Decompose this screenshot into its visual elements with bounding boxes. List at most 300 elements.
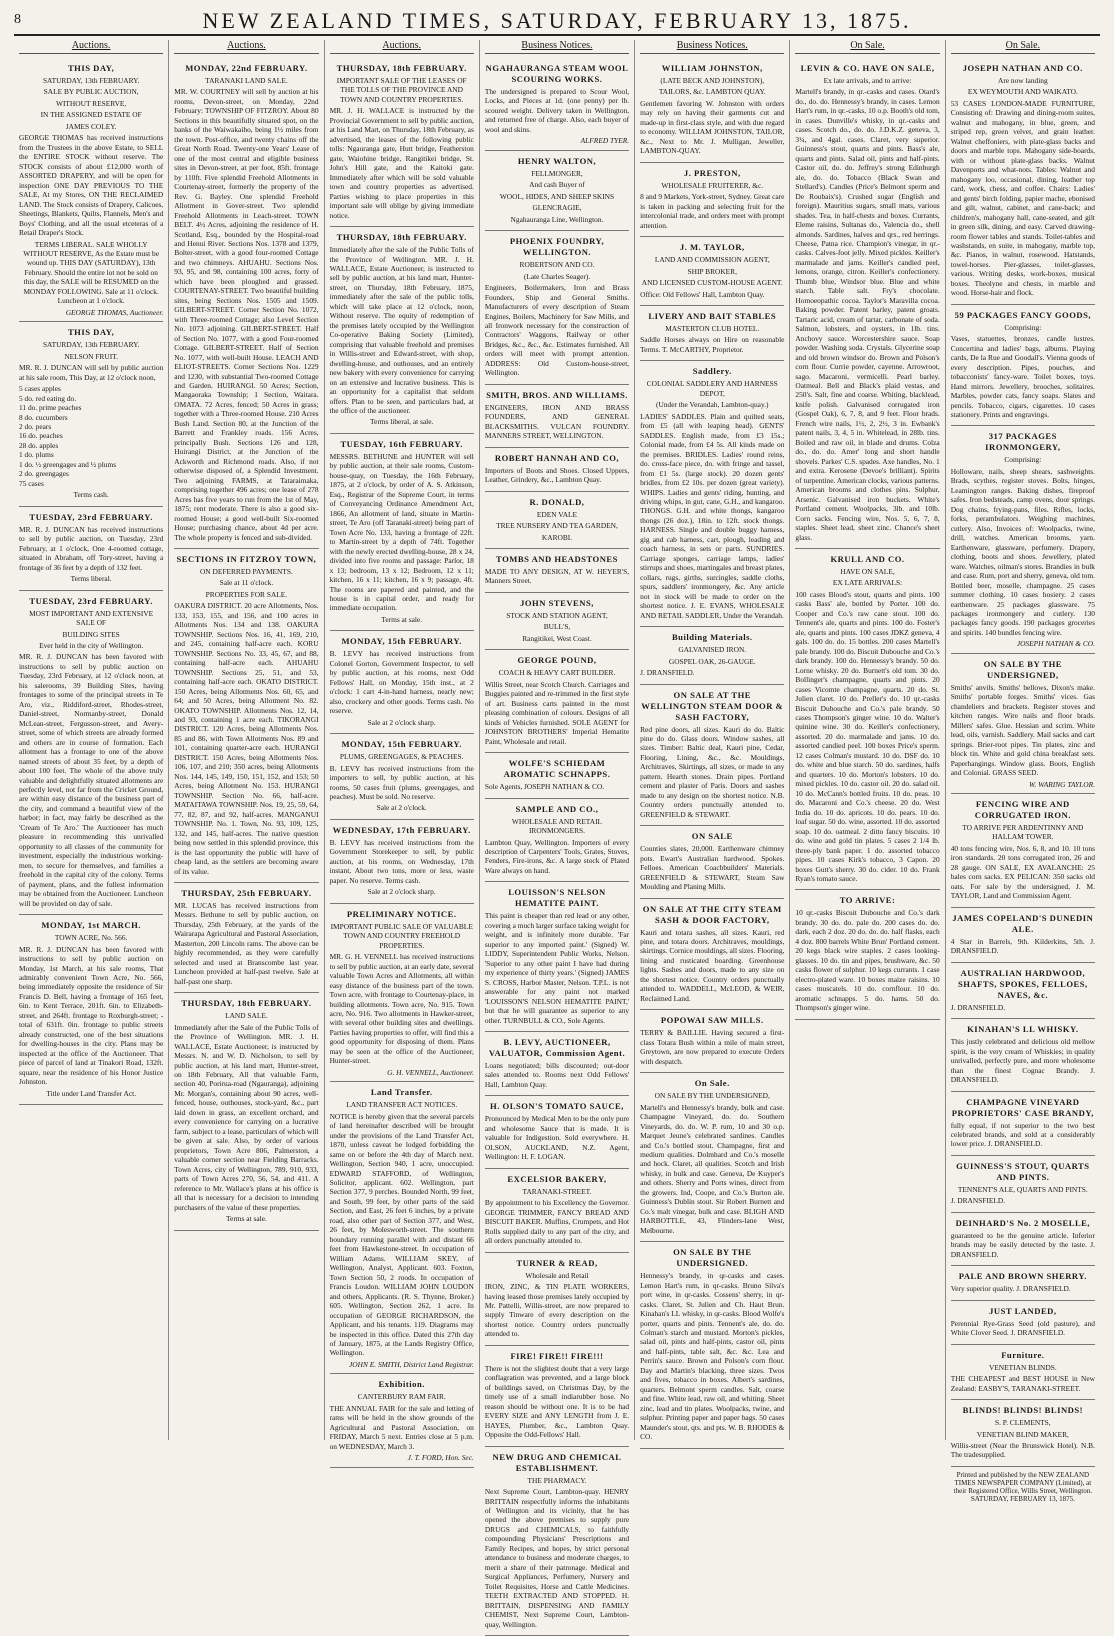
- ad-headline: MONDAY, 15th FEBRUARY.: [341, 636, 462, 647]
- advertisement: [330, 227, 474, 434]
- list-item: 2 do. pears: [19, 422, 52, 431]
- list-item: 5 cases apples: [19, 384, 61, 394]
- advertisement: [951, 1301, 1095, 1345]
- ad-subline: BULL'S,: [543, 622, 571, 632]
- ad-subline: FELLMONGER,: [531, 168, 583, 178]
- ad-subline: PLUMS, GREENGAGES, & PEACHES.: [339, 752, 464, 762]
- advertisement: [640, 163, 784, 237]
- advertisement: [485, 448, 629, 492]
- ad-body: guaranteed to be the genuine article. Inferior brands may be easily detected by the taste. J. DRANSFIELD.: [950, 1230, 1095, 1259]
- list-item: 1 do. ½ greengages and ½ plums: [19, 459, 117, 469]
- ad-body: Martell's brandy, in qr.-casks and cases. Otard's do., do. do. Hennessy's brandy, in cases. Lemon Hart's rum, in qr.-casks, 10 o.p. Booth's old tom, in cases. Dunville's whisky, in qr.-casks and cases. Scotch do., do. do. J.D.K.Z. geneva, 3, 3¼, and 4gal. cases. Claret, very superior. Guinness's stout, quarts and pints. Bass's ale, quarts and pints. Salad oil, pints and half-pints. Castor oil, do. do. Jeffrey's strong Edinburgh ale, do. do. Tobacco (Black Swan and Stellard's). Candles (Price's Belmont sperm and De Roubaix's). Crushed sugar (English and foreign). Mauritius sugars, small mats, various shades. Tea, in half-chests and boxes. Currants, Eleme raisins, Sultanas do., Valencia do., shell almonds. Sardines, halves and qrs., red herrings. Cheese, Patna rice. Champion's vinegar, in qr.-casks. Calves-foot jelly. Mixed pickles. Keiller's marmalade and jams. Keiller's candied peel, lemons, orange, citron. Keiller's confectionery. Thumb blue, Windsor blue. Blue and white starch. Table salt. Fry's chocolate. Homoeopathic cocoa. Taylor's Maravilla cocoa. Baking powder. Patent barley, patent groats. Tartaric acid, cream of tartar, carbonate of soda. Salmon, lobsters, and oysters, in 1lb. tins. Anchovy sauce. Worcestershire sauce. Soap powder. Washing soda. Crystals. Glycerine soap and old brown windsor do. Brown and Polson's corn flour. Currie powder, cayenne. Arrowroot, sago. Macaroni, vermicelli. Pearl barley. Oatmeal. Bell and Black's plaid vestas, and 250's. Salt, fine and coarse. Whiting, blacklead, knife polish. Galvanised corrugated iron (Gospel Oak), 6, 7, 8, and 9 feet. Floor brads. French wire nails, 1½, 2, 2½, 3 in. Ewbank's patent nails, 3, 4, 5 in. Whitelead, in 28lb. tins. Boiled and raw oil, in blade and drums. Colza do., do. do. Amer' long and short handle shovels. Parkes' C.S. spades. Axe handles, No. 1 and extra. Kerosene (Devoe's brilliant). Spirits of turpentine. American clocks, various patterns. American brooms and clothes pins. Sulphur, Arsenic. Galvanised iron buckets. White's Portland cement. Woolpacks, 3lb. and 10lb. Corn sacks. Fencing wire, Nos. 5, 6, 7, 8, staples. Sheet lead, sheet zinc. Chance's sheet glass.: [795, 87, 940, 542]
- ad-body: THE ANNUAL FAIR for the sale and letting of rams will be held in the show grounds of the Agricultural and Pastoral Association, on FRIDAY, March 5 next. Entries close at 5 p.m. on WEDNESDAY, March 3.: [329, 1403, 474, 1451]
- column-heading: Business Notices.: [640, 40, 784, 54]
- ad-headline: SAMPLE AND CO.,: [515, 803, 599, 814]
- ad-subline: SATURDAY, 13th FEBRUARY.: [42, 340, 140, 350]
- advertisement: [951, 1345, 1095, 1400]
- ad-body: By appointment to his Excellency the Governor. GEORGE TRIMMER, FANCY BREAD AND BISCUIT BAKER. Muffins, Crumpets, and Hot Rolls supplied daily to any part of the city, and all orders punctually attended to.: [484, 1198, 630, 1246]
- masthead: [14, 6, 1100, 36]
- advertisement: [485, 882, 629, 1032]
- ad-subline: And cash Buyer of: [529, 180, 585, 190]
- ad-body: There is not the slightest doubt that a very large conflagration was prevented, and a large block of buildings saved, on Christmas Day, by the timely use of a small indiarubber hose. No reason should be without one. It is to be had EVERY SIZE and ANY LENGTH from J. E. HAYES, Plumber, &c., Lambton Quay. Opposite the Odd-Fellows' Hall.: [484, 1363, 630, 1440]
- ad-headline: Furniture.: [1001, 1349, 1045, 1360]
- advertisement: [951, 1266, 1095, 1300]
- ad-body: Lambton Quay, Wellington. Importers of every description of Carpenters' Tools, Grates, Stoves, Fenders, Fire-irons, &c. A large stock of Plated Ware always on hand.: [484, 837, 630, 875]
- advertisement: [951, 1092, 1095, 1156]
- ad-body: Perennial Rye-Grass Seed (old pasture), and White Clover Seed. J. DRANSFIELD.: [950, 1318, 1095, 1338]
- advertisement: [640, 685, 784, 827]
- ad-subline: IN THE ASSIGNED ESTATE OF: [40, 110, 142, 120]
- ad-headline: TOMBS AND HEADSTONES: [496, 554, 618, 564]
- ad-subline: Ngahauranga Line, Wellington.: [510, 214, 604, 224]
- advertisement: [640, 237, 784, 306]
- ad-headline: GEORGE POUND,: [517, 655, 597, 666]
- ad-headline: ON SALE AT THE CITY STEAM SASH & DOOR FACTORY,: [642, 903, 782, 925]
- ad-body: LADIES' SADDLES. Plain and quilted seats, from £5 (all with leaping head). GENTS' SADDLES. English made, from £3 15s.; Colonial made, from £4 5s. All kinds made on the premises. BRIDLES. Ladies' round reins, do. cross-face piece, do. with fringe and tassel, from £1 5s. (large stock). 20 dozen gents' bridles, from £2 10s. per dozen (great variety). WHIPS. Ladies and gents' riding, hunting, and driving whips, in gut, cane, G.H., and kangaroo. THONGS. G.H. and white thongs, kangaroo thongs (26 doz.), 18in. to 12ft. stock thongs. HARNESS. Single and double buggy harness, gig and cab harness, cart, plough, leading and coach harness, in sets or parts. SUNDRIES. Carriage sponges, carriage lamps, ladies' stirrups and shoes, martingales and breast plates, collars, rugs, girths, surcingles, saddle cloths, spurs, saddlers' ironmongery, &c. Any article not in stock will be made to order on the shortest notice. J. E. EVANS, WHOLESALE AND RETAIL SADDLER, Under the Verandah.: [640, 411, 785, 620]
- ad-body: 8 and 9 Markets, York-street, Sydney. Great care is taken in packing and selecting fruit for the intercolonial trade, and orders meet with prompt attention.: [640, 192, 785, 230]
- list-item: 5 do. red eating do.: [19, 393, 77, 403]
- ad-subline: CANTERBURY RAM FAIR.: [357, 1392, 446, 1402]
- advertisement: [330, 434, 474, 631]
- ad-headline: JOHN STEVENS,: [520, 597, 594, 608]
- ad-body: MADE TO ANY DESIGN, AT W. HEYER'S, Manners Street.: [484, 567, 630, 586]
- ad-subline: TOWN ACRE, No. 566.: [54, 933, 128, 943]
- ad-body: MR. W. COURTNEY will sell by auction at his rooms, Devon-street, on Monday, 22nd February: TOWNSHIP OF FITZROY. About 80 Sections in this beautifully situated spot, on the banks of the Waiwakaiho, being 1½ miles from the town. Post-office, and twenty chains off the Great North Road. Twenty-one Years' Lease of one of the most central and eligible business sites in Devon-street, at per foot, 85ft. frontage by 110ft. Five splendid Freehold Allotments in Courtenay-street, formerly the property of the Rev. G. Bayley. One splendid Freehold Allotment in Gover-street. Two splendid Freehold Allotments in Leach-street. TOWN BELT. 4½ Acres, adjoining the residence of H. Scotland, Esq., bounded by the Hospital-road and Henui River. Sections Nos. 1378 and 1379, Bolter-street, with a good four-roomed Cottage and two chimneys. AHUAHU. Sections Nos. 93, 95, and 98, containing 100 acres, forty of which have been ploughed and grassed. COURTENAY-STREET. Two beautiful building sites, being Sections Nos. 1505 and 1509. GILBERT-STREET. Corner Section No. 1072, with Three-roomed Cottage; also Level Section No. 1073 adjoining. GILBERT-STREET. Half of Section No. 1077, with a good Four-roomed Cottage. GILBERT-STREET. Half of Section No. 1077, with well-built House. LEACH AND ELIOT-STREETS. Corner Sections Nos. 1229 and 1230, with substantial Two-roomed Cottage and Garden. HUIRANGI. 50 Acres; Section, Mangaoraka Township; 1 Section, Waitara. OMATA. 72 Acres, fenced; 50 Acres in grass; together with a Three-roomed House. 210 Acres Bush Land. Section 80, at the Junction of the Barrett and Frankley roads. 156 Acres, principally Bush. Sections 126 and 128, Huirangi District, at the Junction of the Ackworth and Richmond roads. Also, if not otherwise disposed of, a Splendid Investment. Two adjoining FARMS, at Tataraimaka, comprising together 496 acres; one lease of 278 Acres has five years to run from the 1st of May, 1875; rent moderate. There is also a good six-roomed House; a good well-built Six-roomed House; purchasing chance, about 4d per acre. The whole property is fenced and sub-divided.: [174, 87, 319, 542]
- ad-subline: EDEN VALE: [536, 509, 578, 519]
- advertisement: [640, 627, 784, 684]
- ad-body: Immediately after the sale of the Public Tolls of the Province of Wellington. MR. J. H. WALLACE, Estate Auctioneer, is instructed to sell by public auction, at his land mart, Hunter-street, on Thursday, 18th February, 1875, immediately after the sale of the public tolls, which will take place at 12 o'clock, noon, Without reserve. The equity of redemption of the premises lately occupied by the Wellington Co-operative Baking Society (Limited), comprising that valuable freehold and premises in Willis-street and Edward-street, with shop, dwelling-house, and outhouses, and an entirely new bakery with every convenience for carrying on an extensive and lucrative business. This is an opportunity for a capitalist that seldom offers. Plan to be seen, and particulars had, at the office of the auctioneer.: [329, 245, 474, 415]
- ad-subline: MASTERTON CLUB HOTEL.: [665, 323, 760, 333]
- advertisement: [485, 1169, 629, 1253]
- ad-headline: NGAHAURANGA STEAM WOOL SCOURING WORKS.: [485, 63, 629, 84]
- column-heading: On Sale.: [951, 40, 1095, 54]
- ad-headline: R. DONALD,: [529, 496, 585, 507]
- ad-headline: On Sale.: [694, 1078, 730, 1089]
- ad-subline: KAROBI.: [541, 532, 573, 542]
- ad-body: Next Supreme Court, Lambton-quay. HENRY BRITTAIN respectfully informs the inhabitants of Wellington and its vicinity, that he has opened the above premises to supply pure DRUGS and CHEMICALS, to faithfully compounding Physicians' Prescriptions and Family Recipes, and hopes, by strict personal attendance to business and moderate charges, to merit a share of their patronage. Medical and Surgical Appliances, Perfumery, Nursery and Toilet Requisites, Horse and Cattle Medicines. TEETH EXTRACTED AND STOPPED. H. BRITTAIN, DISPENSING AND FAMILY CHEMIST, Next Supreme Court, Lambton-quay, Wellington.: [484, 1487, 630, 1629]
- ad-subline: Ex late arrivals, and to arrive:: [823, 76, 912, 85]
- list-item: 16 do. peaches: [19, 431, 63, 441]
- ad-headline: EXCELSIOR BAKERY,: [507, 1173, 607, 1184]
- advertisement: [485, 1346, 629, 1447]
- ad-body: Pronounced by Medical Men to be the only pure and wholesome Sauce that is made. It is valuable for Indigestion. Sold everywhere. H. OLSON, AUCKLAND, N.Z. Agent, Wellington: H. F. LOGAN.: [484, 1114, 630, 1162]
- ad-subline: Comprising:: [1004, 455, 1042, 465]
- ad-subline: SHIP BROKER,: [687, 266, 737, 276]
- ad-subline: VENETIAN BLIND MAKER,: [976, 1429, 1069, 1439]
- ad-body: Vases, statuettes, bronzes, candle lustres. Concertina and ladies' bags, albums. Playing cards, De la Rue and Goodall's. Vienna goods of every description. Pipes, pouches, and tobacconists' fancy-ware. Toilet boxes, toys. Hand mirrors. Jewellery, brooches, solitaires. Marbles, powder cats, fancy soaps. Slates and pencils. Tobacco, cigars, cigarettes. 10 cases stationery. Prints and engravings.: [950, 334, 1095, 419]
- ad-subline: Are now landing: [997, 76, 1048, 85]
- ad-headline: THURSDAY, 18th FEBRUARY.: [336, 232, 467, 243]
- ad-subline: (Under the Verandah, Lambton-quay.): [656, 400, 769, 410]
- ad-subline: Comprising:: [1004, 322, 1042, 332]
- ad-subline: Ever held in the city of Wellington.: [39, 640, 144, 650]
- advertisement: [19, 58, 163, 322]
- ad-headline: THURSDAY, 18th FEBRUARY.: [181, 998, 312, 1009]
- ad-body: Holloware, nails, sheep shears, sashweights. Brads, scythes, register stoves. Bolts, hinges, Leamington ranges. Baking dishes, fireproof safes. Iron bedsteads, camp ovens, door springs. Dog chains, frying-pans, files. Rifles, locks, forks, perambulators. Weighing machines, cutlery. Also, Invoices of: Woolpacks, twine, drill, watches. American brooms, yarn. Earthenware, glassware, perfumery. Drapery, clothing, boots and shoes. Jewellery, plated ware. Watches, oilman's stores. Brandies in bulk and case. Rum, port and sherry, geneva, old tom. Bottled beer, moselle, champagne. 25 cases summer clothing. 10 cases hosiery. 2 cases earthenware. 25 packages glassware. 75 packages ironmongery and cutlery. 130 packages fancy goods. 190 packages groceries and spirits. 140 bundles fencing wire.: [950, 466, 1095, 637]
- ad-body: Gentlemen favoring W. Johnston with orders may rely on having their garments cut and made-up in first-class style, and with due regard to economy. WILLIAM JOHNSTON, TAILOR, &c., Next to Mr. J. Mulligan, Jeweller, LAMBTON-QUAY.: [640, 98, 785, 156]
- advertisement: [485, 593, 629, 650]
- advertisement: [485, 151, 629, 231]
- newspaper-title: NEW ZEALAND TIMES, SATURDAY, FEBRUARY 13, 1875.: [202, 8, 912, 33]
- ad-subline: IMPORTANT SALE OF THE LEASES OF THE TOLLS OF THE PROVINCE AND TOWN AND COUNTRY PROPERTIES.: [336, 76, 467, 104]
- ad-headline: TUESDAY, 23rd FEBRUARY.: [29, 595, 153, 606]
- ad-subline: ON DEFERRED PAYMENTS.: [199, 566, 293, 576]
- ad-headline: PALE AND BROWN SHERRY.: [958, 1271, 1087, 1282]
- ad-body: Very superior quality. J. DRANSFIELD.: [950, 1284, 1071, 1294]
- advertisement: [951, 58, 1095, 305]
- ad-body: Smiths' anvils. Smiths' bellows, Dixon's make. Smiths' portable forges. Smiths' vices. Gas chandeliers and brackets. Register stoves and kitchen ranges. Wire nails and floor brads. Millers' safes. Glue. Hessian and scrim. White lead, oils, varnish. Saddlery. Mail sacks and cart springs. Brier-root pipes. Tin plates, zinc and block tin. White and gold china breakfast sets. Paperhangings. Window glass. Boots, English and Colonial. GRASS SEED.: [950, 682, 1095, 778]
- ad-body: 4 Star in Barrels, 9th. Kilderkins, 5th. J. DRANSFIELD.: [950, 936, 1095, 956]
- advertisement: [485, 1032, 629, 1096]
- advertisement: [951, 654, 1095, 794]
- ad-headline: ROBERT HANNAH AND CO,: [494, 452, 620, 463]
- advertisement: [485, 799, 629, 883]
- ad-subline: HAVE ON SALE,: [840, 566, 895, 576]
- ad-body: Sole Agents, JOSEPH NATHAN & CO.: [484, 782, 605, 792]
- ad-subline: TARANAKI LAND SALE.: [205, 76, 288, 85]
- advertisement: [330, 58, 474, 227]
- ad-headline: THURSDAY, 25th FEBRUARY.: [181, 887, 312, 898]
- ad-body: This paint is cheaper than red lead or any other, covering a much larger surface taking weight for weight, and is infinitely more durable. 'Far superior to any imported paint.' (Signed) W. LIDDY, Superintendent Public Works, Nelson. 'Superior to any other paint I have had during my experience of thirty years.' (Signed) JAMES S. CROSS, Harbor Master, Nelson. T.P.L. is not answerable for any paint not marked 'LOUISSON'S NELSON HEMATITE PAINT,' but that he will guarantee as superior to any other. TURNBULL & CO., Sole Agents.: [484, 911, 630, 1025]
- ad-body: TERRY & BAILLIE. Having secured a first-class Totara Bush within a mile of main street, Greytown, are now prepared to execute Orders with despatch.: [640, 1028, 785, 1066]
- ad-body: GEORGE THOMAS has received instructions from the Trustees in the above Estate, to SELL the ENTIRE STOCK without reserve. The STOCK consists of about £12,000 worth of ASSORTED DRAPERY, and will be open for inspection ONE DAY PREVIOUS TO THE SALE, At my Stores, ON THE RECLAIMED LAND. The Stock consists of Drapery, Calicoes, Sheetings, Blankets, Quilts, Flannels, Men's and Boys' Clothing, and all the usual etceteras of a Retail Draper's Stock.: [19, 133, 164, 238]
- ad-body: B. LEVY has received instructions from the Government Storekeeper to sell, by public auction, at his rooms, on Wednesday, 17th instant, About two tons, more or less, waste paper. No reserve. Terms cash.: [329, 837, 474, 885]
- advertisement: [485, 549, 629, 593]
- ad-body: 53 CASES LONDON-MADE FURNITURE, Consisting of: Drawing and dining-room suites, walnut and mahogany, in blue, green, and striped rep, green velvet, and grain leather. Walnut cheffoniers, with plate-glass backs and doors and marble tops. Mahogany side-boards, with or without plate-glass backs. Walnut Davenports and what-nots. Tables: Walnut and mahogany loo, occasional, dining, leather top card, work, chess, and coffee. Chairs: Ladies' and gents' birch folding, papier mache, ebonised and gilt, walnut, cabinet, and cane-back; and children's, mahogany hall, cane-seated, and gilt in green silk, dining, and easy. Carved drawing-room flower tables and stands. Toilet-tables and washstands, en suite, in mahogany, marble top, &c. Pianos, in walnut, rosewood. Hatstands, towel-horses. Pier-glasses, toilet-glasses, various. Writing desks, work-boxes, musical boxes. Theolyne and chests, in marble and wood. Horse-hair and flock.: [950, 98, 1095, 298]
- ad-subline: EX WEYMOUTH AND WAIKATO.: [967, 87, 1078, 97]
- ad-headline: WEDNESDAY, 17th FEBRUARY.: [332, 824, 471, 835]
- list-item: 8 do. cucumbers: [19, 412, 68, 422]
- ad-headline: TO ARRIVE:: [839, 895, 896, 906]
- ad-body: Saddle Horses always on Hire on reasonable Terms. T. McCARTHY, Proprietor.: [640, 335, 785, 354]
- ad-body: Martell's and Hennessy's brandy, bulk and case. Champagne Vineyard, do. do. Southern Vineyards, do. do. W. P. rum, 10 and 30 o.p. Marquet Jeune's celebrated sardines. Candles and Co.'s bottled stout. Champagne, first and medium qualities. Dolmhard and Co.'s moselle and hock. Claret, all qualities. Scotch and Irish whisky, in bulk and case. Geneva, De Kuyper's and others. Sherry and Ports wines, direct from the growers. Ind, Coope, and Co.'s Burton ale. Guinness's Dublin stout. Sir Robert Burnett and Co.'s malt vinegar, bulk and case. BLIGH AND HARBOTTLE, 43, Flinders-lane West, Melbourne.: [640, 1102, 785, 1235]
- advertisement: [485, 231, 629, 385]
- ad-body: J. DRANSFIELD.: [950, 1002, 1006, 1012]
- ad-headline: TUESDAY, 23rd FEBRUARY.: [29, 511, 153, 522]
- ad-headline: SECTIONS IN FITZROY TOWN,: [176, 553, 317, 564]
- advertisement: [330, 904, 474, 1083]
- advertisement: [640, 306, 784, 361]
- advertisement: [640, 826, 784, 898]
- ad-subline: ON SALE BY THE UNDERSIGNED,: [654, 1091, 770, 1101]
- ad-headline: POPOWAI SAW MILLS.: [660, 1015, 764, 1026]
- advertisement: [19, 915, 163, 1105]
- column-3: [325, 40, 480, 1463]
- ad-terms: Terms cash.: [73, 490, 109, 500]
- ad-subline: LAND AND COMMISSION AGENT,: [654, 255, 770, 265]
- ad-headline: WILLIAM JOHNSTON,: [661, 63, 763, 73]
- advertisement: [485, 492, 629, 549]
- ad-headline: KRULL AND CO.: [830, 553, 905, 564]
- ad-headline: FENCING WIRE AND CORRUGATED IRON.: [974, 799, 1071, 820]
- ad-headline: SMITH, BROS. AND WILLIAMS.: [486, 389, 628, 400]
- page-number: 8: [14, 12, 21, 27]
- advertisement: [19, 322, 163, 507]
- ad-headline: ON SALE AT THE WELLINGTON STEAM DOOR & SASH FACTORY,: [641, 689, 784, 722]
- list-item: 75 cases: [19, 478, 44, 488]
- ad-headline: HENRY WALTON,: [517, 155, 597, 166]
- ad-body: B. LEVY has received instructions from Colonel Gorton, Government Inspector, to sell by public auction, at his rooms, next Odd Fellows' Hall, on Monday, 15th inst., at 2 o'clock: 1 cart 4-in-hand harness, nearly new; also, crockery and other goods. Terms cash. No reserve.: [329, 649, 474, 716]
- ad-terms: TERMS LIBERAL. SALE WHOLLY WITHOUT RESERVE, As the Estate must be wound up. THIS DAY (SATURDAY), 13th February. Should the entire lot not be sold on this day, the SALE will be RESUMED on the MONDAY FOLLOWING. Sale at 11 o'clock. Luncheon at 1 o'clock.: [23, 239, 160, 306]
- ad-body: This justly celebrated and delicious old mellow spirit, is the very cream of Whiskies; in quality unrivalled, perfectly pure, and more wholesome than the finest Cognac Brandy. J. DRANSFIELD.: [950, 1037, 1095, 1085]
- advertisement: [640, 361, 784, 627]
- ad-headline: B. LEVY, AUCTIONEER, VALUATOR, Commission Agent.: [488, 1037, 626, 1058]
- ad-headline: BLINDS! BLINDS! BLINDS!: [962, 1405, 1084, 1416]
- ad-body: MR. R. J. DUNCAN has been favored with instructions to sell by public auction on Tuesday, 23rd February, at 12 o'clock noon, at his salerooms, 39 Building Sites, having frontages to some of the principal streets in Te Aro, viz., Riddiford-street, Rhodes-street, Daniel-street, Normanby-street, Donald McLean-street, Fergusson-street, and Avery-street, some of which streets are already formed and others are in course of formation. Each allotment has a frontage to one of the above named streets of about 35 feet, by a depth of about 100 feet. The whole of the above truly valuable and delightfully situated allotments are perfectly level, not far from the Cricket Ground, are within easy distance of the business part of the city, and command a beautiful view of the harbor; in fact, may fairly be described as the 'Cream of Te Aro.' The Auctioneer has much pleasure in recommending this unrivalled opportunity to all classes of the community for investment, especially the industrious working-men, to secure for themselves, and families a freehold in the capital city of the colony. Terms of payment, plans, and the fullest information may be obtained from the Auctioneer. Luncheon will be provided on day of sale.: [19, 652, 164, 908]
- ad-subline: GOSPEL OAK, 26-GAUGE.: [668, 656, 756, 666]
- ad-body: 10 qr.-casks Biscuit Dubouche and Co.'s dark brandy. 30 do. do. pale do. 200 cases do. do. dark, each 2 doz. 20 do. do. do. half flasks, each 4 doz. 800 barrels White Brun' Portland cement. 20 kegs black wire staples. 2 cases looking-glasses. 10 do. tin and pipes, brushware, &c. 50 casks flower of sulphur. 10 kegs currants. 1 case electro-plated ware. 10 boxes maize raisins. 10 cases muscatels. 10 do. cornflour. 10 do. aromatic schnapps. 5 do. hams. 50 do. Thompson's ginger wine.: [795, 908, 940, 1013]
- advertisement: [485, 385, 629, 448]
- ad-subline: Wholesale and Retail: [525, 1270, 589, 1280]
- advertisement: [485, 1447, 629, 1636]
- ad-body: Engineers, Boilermakers, Iron and Brass Founders, Ship and General Smiths. Manufacturers of every description of Steam Engines, Boilers, Machinery for Saw Mills, and all Ironwork necessary for the construction of Contractors' Waggons, Railway or other Bridges, &c., &c., &c. Estimates furnished. All orders will meet with prompt attention. ADDRESS: Old Custom-house-street, Wellington.: [484, 283, 630, 378]
- ad-subline: STOCK AND STATION AGENT,: [506, 610, 608, 620]
- ad-subline: COACH & HEAVY CART BUILDER.: [498, 668, 616, 678]
- ad-subline: AND LICENSED CUSTOM-HOUSE AGENT.: [641, 278, 783, 288]
- ad-subline: WOOL, HIDES, AND SHEEP SKINS: [499, 191, 615, 201]
- ad-headline: Saddlery.: [692, 366, 732, 377]
- ad-body: Immediately after the Sale of the Public Tolls of the Province of Wellington. MR. J. H. WALLACE, Estate Auctioneer, is instructed by Messrs. N. and W. D. Nicholson, to sell by public auction, at his land mart, Hunter-street, on 18th February, All that valuable Farm, section 40, Porirua-road (Ngauranga), adjoining Mr. Morgan's, containing about 90 acres, well-fenced, house, outhouses, stock-yard, &c., part laid down in grass, an excellent orchard, and every convenience for carrying on a lucrative farm, subject to a lease, particulars of which will be given at sale. Also, by order of various proprietors, Town Acre 806, Palmerston, a valuable corner section near Fielding Barracks. Town Acres, city of Wellington, 789, 910, 933, parts of Town Acres 270, 56, 54, and 411. A reference to Mr. Wallace's plans at his office is all that is necessary for a decision to intending purchasers of the value of these properties.: [174, 1022, 319, 1212]
- ad-subline: Sale at 11 o'clock.: [219, 578, 274, 588]
- ad-body: ENGINEERS, IRON AND BRASS FOUNDERS, AND GENERAL BLACKSMITHS. VULCAN FOUNDRY. MANNERS STREET, WELLINGTON.: [484, 402, 630, 441]
- list-item: 11 do. prime peaches: [19, 403, 82, 413]
- ad-body: Red pine doors, all sizes. Kauri do do. Baltic pine do do. Glass doors. Window sashes, all sizes. Timber: Baltic deal, Kauri pine, Cedar, Flooring, Lining, &c., &c. Mouldings, Architraves, Skirtings, all sizes, or made to any pattern. Hearth stones. Drain pipes. Portland cement and plaster of Paris. Doors and sashes made to any design on the shortest notice. N.B. Country orders punctually attended to. GREENFIELD & STEWART.: [640, 724, 785, 819]
- advertisement: [330, 1374, 474, 1467]
- ad-body: MESSRS. BETHUNE and HUNTER will sell by public auction, at their sale rooms, Custom-house-quay, on Tuesday, the 16th February, 1875, at 2 o'clock, by order of A. S. Atkinson, Esq., Registrar of the Supreme Court, in terms of Conveyancing Ordinance Amendment Act, 1866, An allotment of land, situate in Martin-street, Te Aro (off Taranaki-street) being part of Town Acre No. 133, having a frontage of 22ft. to Martin-street by a depth of 74ft. Together with the newly erected dwelling-house, 28 x 24, divided into five rooms and passage: Parlor, 18 x 13; bedroom, 13 x 12; Bedroom, 12 x 11; kitchen, 16 x 11; kitchen, 16 x 9; passage, 4ft. The rooms are papered and painted, and the house is in capital order, and ready for immediate occupation.: [329, 451, 474, 613]
- advertisement: [795, 549, 939, 890]
- ad-signature: GEORGE THOMAS, Auctioneer.: [65, 307, 164, 317]
- ad-subline: NELSON FRUIT.: [64, 351, 118, 361]
- ad-headline: THIS DAY,: [67, 327, 115, 338]
- advertisement: [19, 507, 163, 591]
- ad-subline: COLONIAL SADDLERY AND HARNESS DEPOT,: [646, 379, 778, 398]
- ad-body: J. DRANSFIELD.: [950, 1196, 1006, 1206]
- ad-headline: TURNER & READ,: [516, 1257, 598, 1268]
- ad-body: 40 tons fencing wire, Nos. 6, 8, and 10. 10 tons iron standards. 20 tons corrugated iron, 26 and 28 gauge. ON SALE, EX AVALANCHE: 25 bales corn sacks. EX PELICAN: 350 sacks old oats. For sale by the undersigned, J. M. TAYLOR, Land and Commission Agent.: [950, 843, 1095, 901]
- advertisement: [951, 305, 1095, 427]
- advertisement: [951, 963, 1095, 1019]
- ad-subline: TREE NURSERY AND TEA GARDEN,: [496, 521, 618, 531]
- ad-terms: Terms at sale.: [226, 1214, 267, 1224]
- advertisement: [951, 908, 1095, 963]
- advertisement: [795, 58, 939, 549]
- advertisement: [19, 591, 163, 916]
- ad-body: THE CHEAPEST and BEST HOUSE in New Zealand: EASBY'S, TARANAKI-STREET.: [950, 1374, 1095, 1393]
- ad-subline: ROBERTSON AND CO.: [519, 260, 595, 270]
- column-1: [14, 40, 169, 1440]
- ad-headline: ON SALE: [691, 831, 733, 842]
- ad-headline: TUESDAY, 16th FEBRUARY.: [340, 438, 463, 449]
- ad-headline: H. OLSON'S TOMATO SAUCE,: [490, 1101, 624, 1112]
- advertisement: [174, 883, 318, 993]
- ad-body: Loans negotiated; bills discounted; out-door sales attended to. Rooms next Odd Fellows' Hall, Lambton Quay.: [484, 1061, 630, 1089]
- ad-headline: JOSEPH NATHAN AND CO.: [962, 63, 1083, 73]
- ad-headline: MONDAY, 15th FEBRUARY.: [341, 739, 462, 750]
- advertisement: [951, 794, 1095, 908]
- advertisement: [485, 1096, 629, 1168]
- ad-terms: Sale at 2 o'clock.: [376, 803, 427, 813]
- ad-body: MR. LUCAS has received instructions from Messrs. Bethune to sell by public auction, on Thursday, 25th February, at the yards of the Wairarapa Agricultural and Pastoral Association, Masterton, 200 Lincoln rams. The above can be highly recommended, as they were carefully selected and used at Branscombe last year. Luncheon provided at half-past twelve. Sale at half-past one sharp.: [174, 900, 319, 986]
- advertisement: [951, 1213, 1095, 1266]
- list-item: 2 do. greengages: [19, 469, 69, 479]
- ad-headline: MONDAY, 22nd FEBRUARY.: [185, 63, 308, 73]
- ad-headline: WOLFE'S SCHIEDAM AROMATIC SCHNAPPS.: [503, 758, 611, 780]
- ad-subline: (Late Charles Seager).: [523, 271, 591, 281]
- ad-headline: LIVERY AND BAIT STABLES: [648, 310, 777, 321]
- advertisement: [951, 1019, 1095, 1091]
- advertisement: [485, 753, 629, 798]
- ad-headline: NEW DRUG AND CHEMICAL ESTABLISHMENT.: [492, 1451, 622, 1473]
- ad-subline: VENETIAN BLINDS.: [988, 1362, 1057, 1372]
- ad-body: B. LEVY has received instructions from the importers to sell, by public auction, at his rooms, 50 cases fruit (plums, greengages, and peaches). Must be sold. No reserve.: [329, 763, 474, 801]
- ad-headline: PHOENIX FOUNDRY, WELLINGTON.: [509, 236, 605, 258]
- advertisement: [330, 1082, 474, 1374]
- advertisement: [485, 650, 629, 753]
- ad-subline: SALE BY PUBLIC AUCTION,: [43, 87, 139, 97]
- list-item: 28 do. apples: [19, 440, 59, 450]
- ad-headline: 317 PACKAGES IRONMONGERY,: [985, 431, 1061, 453]
- ad-subline: IMPORTANT PUBLIC SALE OF VALUABLE TOWN AND COUNTRY FREEHOLD PROPERTIES.: [330, 921, 473, 950]
- column-heading: Business Notices.: [485, 40, 629, 54]
- ad-body: 100 cases Blood's stout, quarts and pints. 100 casks Bass' ale, bottled by Porter. 100 do. Cooper and Co.'s raw cane stout. 100 do. Tennent's ale, quarts and pints. 100 do. Foster's ale, quarts and pints. 100 cases JDKZ geneva, 4 gals. 100 do. do. 15 bottles. 200 cases Martell's pale brandy. 100 do. Biscuit Dubouche and Co.'s dark brandy. 100 do. Hennessy's brandy. 50 do. Lorne whisky. 20 do. Burnett's old tom. 30 do. Bollinger's champagne, quarts and pints. 20 cases Vicomte champagne, quarts. 20 do. St. Julien claret. 10 do. Preller's do. 10 qr.-casks Biscuit Dubouche and Co.'s pale brandy. 50 cases Thompson's ginger wine. 10 do. Walter's quinine wine. 30 do. Keiller's confectionery, assorted. 20 do. marmalade and jams. 10 do. assorted candied peel. 100 boxes Price's sperm. 12 cases Colman's mustard. 10 do. DSF do. 10 do. white and blue starch. 50 do. sardines, halfs and quarters. 10 do. Morton's lobsters. 10 do. mixed pickles. 10 do. castor oil. 20 do. salad oil. 10 do. McCann's bottled fruits. 10 do. peas. 10 do. Macaroni and Co.'s cheese. 20 do. West India do. 10 do. apricots. 10 do. pears. 10 do. loaf sugar. 50 do. wine, assorted. 10 do. assorted soap. 10 do. oatmeal. 2 ditto fancy biscuits. 10 do. wine and gold tin plates. 5 cases 2 1/4 lb. three-ply bank paper. 1 do. assorted tobacco pipes. 10 cases Kirk's tobacco, 3 Capon. 20 boxes Gutt's sherry. 30 do. cider. 10 do. Frank Ryan's tomato sauce.: [795, 589, 940, 883]
- ad-body: J. DRANSFIELD.: [640, 668, 695, 678]
- advertisement: [640, 1010, 784, 1073]
- advertisement: [640, 1242, 784, 1448]
- ad-terms: Terms liberal, at sale.: [370, 417, 434, 427]
- advertisement: [485, 58, 629, 151]
- advertisement: [640, 1073, 784, 1242]
- advertisement: [330, 631, 474, 734]
- ad-body: The undersigned is prepared to Scour Wool, Locks, and Pieces at 1d. (one penny) per lb. scoured weight. Delivery taken in Wellington, and returned free of charge. Also, each buyer of wool and skins.: [484, 87, 630, 134]
- ad-terms: Terms liberal.: [70, 574, 112, 584]
- ad-body: fully equal, if not superior to the two best celebrated brands, and sold at a considerably lower price. J. DRANSFIELD.: [950, 1120, 1095, 1149]
- advertisement: [795, 890, 939, 1019]
- ad-signature: JOHN E. SMITH, District Land Registrar.: [349, 1359, 474, 1369]
- ad-headline: PRELIMINARY NOTICE.: [346, 908, 457, 919]
- advertisement: [174, 549, 318, 883]
- ad-headline: Land Transfer.: [370, 1087, 433, 1098]
- ad-subline: SATURDAY, 13th FEBRUARY.: [42, 76, 140, 85]
- ad-headline: LOUISSON'S NELSON HEMATITE PAINT.: [508, 887, 606, 909]
- ad-subline: JAMES COLEY.: [65, 121, 117, 131]
- ad-headline: AUSTRALIAN HARDWOOD, SHAFTS, SPOKES, FELLOES, NAVES, &c.: [957, 967, 1088, 1000]
- advertisement: [951, 426, 1095, 653]
- ad-signature: JOSEPH NATHAN & CO.: [1016, 639, 1095, 649]
- ad-subline: GALVANISED IRON.: [678, 645, 747, 655]
- ad-signature: G. H. VENNELL, Auctioneer.: [387, 1067, 474, 1077]
- ad-terms: Sale at 2 o'clock sharp.: [367, 717, 436, 727]
- ad-headline: KINAHAN'S LL WHISKY.: [967, 1024, 1079, 1035]
- ad-body: Hennessy's brandy, in qr-casks and cases. Lemon Hart's rum, in qr-casks. Bruno Silva's port wine, in qr-casks. Cossens' sherry, in qr-casks. Claret, St. Julien and Ch. Haut Brun. Kinahan's LL whisky, in qr-casks. Blood Wolfe's porter, quarts and pints. Tennent's ale, do. do. Colman's starch and mustard. Morton's pickles, salad oil, pints and half-pints, castor oil, pints and half-pints, table salt, &c. &c. Lea and Perrin's sauce. Brown and Polson's corn flour. Day and Martin's blacking, three sizes. Twos and fives, tobacco in boxes. Albert's sardines, quarters. Belmont sperm candles. Salt, coarse and fine. White lead, raw oil, and whiting. Sheet zinc, lead and tin plates. Woolpacks, twine, and sulphur. Printing paper and paper bags. 50 cases Maunder's stout, qts. and pts. W. B. RHODES & CO.: [640, 1271, 785, 1442]
- ad-subline: GLENCRAGIE,: [532, 203, 582, 213]
- imprint-footer: Printed and published by the NEW ZEALAND TIMES NEWSPAPER COMPANY (Limited), at their Registered Office, Willis Street, Wellington. SATURDAY, FEBRUARY 13, 1875.: [953, 1470, 1092, 1503]
- list-item: 1 do. plums: [19, 450, 54, 460]
- advertisement: [640, 899, 784, 1011]
- ad-body: MR. R. J. DUNCAN will sell by public auction at his sale room, This Day, at 12 o'clock noon,: [19, 363, 164, 382]
- ad-subline: TENNENT'S ALE, QUARTS AND PINTS.: [957, 1184, 1088, 1194]
- ad-subline: Rangitikei, West Coast.: [522, 633, 592, 643]
- ad-headline: ON SALE BY THE UNDERSIGNED,: [983, 658, 1063, 680]
- advertisement: [174, 993, 318, 1230]
- ad-headline: CHAMPAGNE VINEYARD PROPRIETORS' CASE BRANDY,: [951, 1096, 1094, 1118]
- ad-subline: S. P. CLEMENTS,: [995, 1418, 1051, 1428]
- ad-body: MR. J. H. WALLACE is instructed by the Provincial Government to sell by public auction, at his Land Mart, on Thursday, 18th February, as advertised, the leases of the following public tolls: Ngauranga gate, Hutt bridge, Featherston gate, Waiohine bridge, Rangitikei bridge, St. John's Hill gate, and the Kaitoki gate. Immediately after which will be sold valuable town and country properties as advertised. Parties wishing to place properties in this important sale will oblige by giving immediate notice.: [329, 106, 474, 220]
- advertisement: [485, 1253, 629, 1346]
- ad-body: Office: Old Fellows' Hall, Lambton Quay.: [640, 289, 765, 299]
- ad-body: NOTICE is hereby given that the several parcels of land hereinafter described will be brought under the provisions of the Land Transfer Act, 1870, unless caveat be lodged forbidding the same on or before the 4th day of March next. Wellington, Section 940, 1 acre, unoccupied. EDWARD STAFFORD, of Wellington, Solicitor, applicant. 602. Wellington, part Section 377, 9 perches. Bounded North, 99 feet, and South, 99 feet, by other parts of the said Section, and East, 26 feet 6 inches, by a private road, also other part of Section 377, and West, 26 feet, by Molesworth-street. The southern boundary running parallel with and distant 66 feet from Hawkestone-street. In occupation of William Adams. WILLIAM SKEY, of Wellington, Analyst, Applicant. 603. Foxton, Town Section 50, 2 roods. In occupation of Francis Loudon. WILLIAM JOHN LOUDON and others, Applicants. (R. S. Thynne, Broker.) 605. Wellington, Section 262, 1 acre. In occupation of GEORGE RICHARDSON, the Applicant, and his tenants. 119. Diagrams may be inspected in this office. Dated this 27th day of January, 1875, at the Lands Registry Office, Wellington.: [329, 1111, 474, 1358]
- ad-body: MR. G. H. VENNELL has received instructions to sell by public auction, at an early date, several valuable Town Acres and Allotments, all within easy distance of the business part of the town. Town acre, with frontage to Courtenay-place, in building allotments. Town acre, No. 915. Town acre, No. 916. Two allotments in Hawker-street, with several other building sites and dwellings. Parties having properties to offer, will find this a good opportunity for disposing of them. Plans may be seen at the office of the Auctioneer, Hunter-street.: [329, 952, 474, 1066]
- ad-headline: DEINHARD'S No. 2 MOSELLE,: [955, 1217, 1091, 1228]
- ad-headline: J. PRESTON,: [683, 167, 741, 178]
- ad-headline: Building Materials.: [671, 632, 753, 643]
- ad-body: Willis Street, near Scotch Church. Carriages and Buggies painted and re-trimmed in the first style of art. Business carts painted in the most pleasing combination of colours. Designs of all kinds of Vehicles furnished. SOLE AGENT for JOHNSTON BROTHERS' Imperial Hematite Paint, Wholesale and retail.: [484, 679, 630, 746]
- ad-headline: JAMES COPELAND'S DUNEDIN ALE.: [952, 912, 1094, 934]
- ad-subline: TAILORS, &c. LAMBTON QUAY.: [658, 87, 766, 97]
- ad-headline: J. M. TAYLOR,: [679, 242, 745, 253]
- ad-subline: THE PHARMACY.: [527, 1475, 587, 1485]
- column-heading: On Sale.: [795, 40, 939, 54]
- ad-subline: TARANAKI-STREET.: [522, 1186, 592, 1196]
- ad-terms: Title under Land Transfer Act.: [46, 1088, 137, 1098]
- ad-body: OAKURA DISTRICT. 20 acre Allotments, Nos. 133, 153, 155, and 156, and 100 acres in Allotments Nos. 134 and 138. OAKURA TOWNSHIP. Sections Nos. 16, 41, 169, 210, and 245, containing half-acre each. KORU TOWNSHIP. Sections No. 33, 45, 67, and 88, containing half-acre each. AHUAHU TOWNSHIP. Sections 25, 51, and 53, containing half-acre each. OKATO DISTRICT. 150 Acres, being Allotments Nos. 60, 65, and 64; and 50 Acres, being Allotment No. 82. OKATO TOWNSHIP. Allotments Nos. 12, 14, and 93, containing 1 acre each. TIKORANGI DISTRICT. 120 Acres, being Allotments Nos. 85 and 86, with Town Allotments Nos. 89 and 101, containing quarter-acre each. HURANGI DISTRICT. 150 Acres, being Allotments Nos. 106, 107, and 210; 350 acres, being Allotments Nos. 144, 145, 149, 150, 151, 152, and 153; 50 Acres, being Allotment No. 153. HURANGI TOWNSHIP. Section No. 66, half-acre. MATAITAWA TOWNSHIP. Nos. 19, 25, 59, 64, 77, 82, 87, and 92, half-acres. MANGANUI TOWNSHIP. No. 1. Town, No. 93, 109, 125, 132, and 145, half-acres. The native question being now settled in this splendid province, this is the last opportunity the public will have of cheap land, as the settlers are becoming aware of its value.: [174, 601, 319, 876]
- ad-signature: ALFRED TYER.: [580, 136, 630, 146]
- ad-subline: PROPERTIES FOR SALE.: [205, 589, 288, 599]
- ad-terms: Terms at sale.: [381, 614, 423, 624]
- advertisement: [174, 58, 318, 549]
- ad-subline: MOST IMPORTANT AND EXTENSIVE SALE OF: [29, 608, 154, 628]
- column-heading: Auctions.: [330, 40, 474, 54]
- column-2: [169, 40, 324, 1440]
- ad-subline: WHOLESALE FRUITERER, &c.: [661, 180, 764, 190]
- ad-body: Kauri and totara sashes, all sizes. Kauri, red pine, and totara doors. Architraves, mouldings, skirtings. Cornice mouldings, all sizes. Flooring, lining and rusticated boarding. Greenhouse lights. Sashes and doors, made to any size on the shortest notice. Country orders punctually attended to. WADDELL, McLEOD, & WEIR, Reclaimed Land.: [640, 927, 785, 1003]
- ad-body: MR. R. J. DUNCAN has been favored with instructions to sell by public auction on Monday, 1st March, at his sale rooms, That admirably convenient Town Acre, No. 566, being immediately opposite the residence of Sir Francis D. Bell, having a frontage of 165 feet, 6in. to Kent Terrace, 201ft. 6in. to Elizabeth-street, and 264ft. frontage to Roxburgh-street; - total of 631ft. 0in. frontage to public streets already constructed, one of the best situations for dwelling-houses in the city. Plans may be inspected at the office of the Auctioneer. That piece of parcel of land at Tinakori Road, 132ft. square, near the residence of his Honor Justice Johnston.: [19, 944, 164, 1087]
- ad-headline: MONDAY, 1st MARCH.: [41, 920, 141, 931]
- ad-signature: J. T. FORD, Hon. Sec.: [407, 1453, 474, 1463]
- ad-subline: (LATE BECK AND JOHNSTON),: [660, 76, 765, 85]
- ad-body: Counties slates, 20,000. Earthenware chimney pots. Ewart's Australian hardwood. Spokes. Felloes. American Coachbuilders' Materials. GREENFIELD & STEWART, Steam Saw Moulding and Planing Mills.: [640, 844, 785, 892]
- ad-subline: LAND SALE.: [225, 1011, 268, 1021]
- column-7: [946, 40, 1100, 1503]
- ad-body: Importers of Boots and Shoes. Closed Uppers, Leather, Grindery, &c., Lambton Quay.: [484, 465, 630, 485]
- ad-body: MR. R. J. DUNCAN has received instructions to sell by public auction, on Tuesday, 23rd February, at 1 o'clock, One 4-roomed cottage, situated in Abraham, off Tory-street, having a frontage of 36 feet by a depth of 132 feet.: [19, 524, 164, 572]
- ad-terms: Sale at 2 o'clock sharp.: [367, 887, 436, 897]
- column-5: [635, 40, 790, 1440]
- column-6: [790, 40, 945, 1440]
- ad-headline: THURSDAY, 18th FEBRUARY.: [336, 63, 467, 73]
- ad-headline: JUST LANDED,: [989, 1305, 1057, 1316]
- ad-headline: FIRE! FIRE!! FIRE!!!: [510, 1350, 604, 1361]
- ad-subline: LAND TRANSFER ACT NOTICES.: [346, 1100, 458, 1110]
- advertisement: [951, 1400, 1095, 1467]
- ad-headline: THIS DAY,: [67, 63, 115, 73]
- ad-subline: WHOLESALE AND RETAIL IRONMONGERS.: [511, 816, 603, 836]
- column-heading: Auctions.: [174, 40, 318, 54]
- column-4: [480, 40, 635, 1629]
- ad-subline: BUILDING SITES: [62, 629, 120, 639]
- ad-headline: LEVIN & CO. HAVE ON SALE,: [800, 63, 935, 73]
- advertisement: [640, 58, 784, 163]
- ad-item-list: [19, 384, 163, 488]
- column-container: [14, 40, 1100, 1629]
- ad-subline: TO ARRIVE PER ARDENTINNY AND HALLAM TOWER.: [962, 823, 1084, 842]
- advertisement: [951, 1156, 1095, 1213]
- ad-headline: 59 PACKAGES FANCY GOODS,: [954, 309, 1092, 320]
- advertisement: [330, 734, 474, 820]
- ad-headline: GUINNESS'S STOUT, QUARTS AND PINTS.: [956, 1160, 1090, 1182]
- ad-headline: ON SALE BY THE UNDERSIGNED.: [673, 1247, 752, 1269]
- ad-signature: W. WARING TAYLOR.: [1028, 779, 1095, 789]
- ad-headline: Exhibition.: [378, 1379, 425, 1390]
